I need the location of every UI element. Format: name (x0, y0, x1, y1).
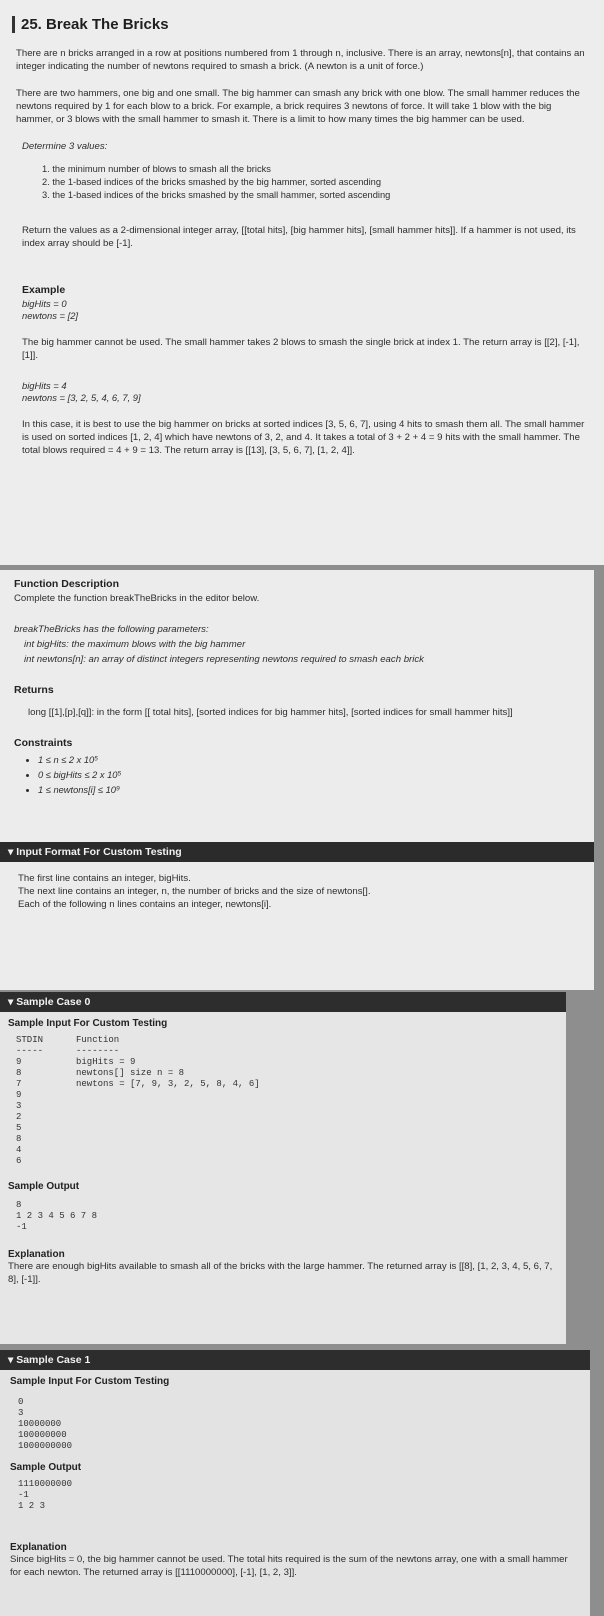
stdin-value: 2 (16, 1112, 22, 1122)
input-line: 100000000 (18, 1430, 67, 1440)
determine-list (30, 163, 586, 202)
sample0-output (8, 1200, 556, 1233)
table-row (8, 1112, 556, 1123)
table-row (8, 1079, 556, 1090)
sample0-input-heading: Sample Input For Custom Testing (8, 1018, 168, 1029)
output-line: 1 2 3 4 5 6 7 8 (16, 1211, 98, 1221)
function-header: Function (76, 1035, 120, 1045)
output-line: -1 (16, 1222, 27, 1232)
sample-case-1-toggle[interactable]: ▾ Sample Case 1 (0, 1350, 590, 1370)
table-row (8, 1068, 556, 1079)
param-bighits: int bigHits: the maximum blows with the big hammer (24, 639, 246, 650)
table-row (8, 1057, 556, 1068)
example2-newtons: newtons = [3, 2, 5, 4, 6, 7, 9] (22, 392, 141, 403)
constraints-heading: Constraints (14, 737, 73, 749)
function-value: bigHits = 9 (76, 1057, 136, 1067)
sample1-explanation-heading: Explanation (10, 1542, 67, 1553)
function-value (64, 1101, 556, 1112)
function-value (64, 1145, 556, 1156)
stdin-value: 4 (16, 1145, 22, 1155)
function-value (64, 1090, 556, 1101)
return-text: Return the values as a 2-dimensional integer array, [[total hits], [big hammer hits], [small hammer hits]]. If a hammer is not used, its index array should be [-1]. (22, 225, 576, 249)
stdin-value: 6 (16, 1156, 22, 1166)
list-item: • 1 ≤ newtons[i] ≤ 10⁹ (38, 783, 580, 798)
divider: -------- (76, 1046, 120, 1056)
stdin-value: 9 (16, 1057, 22, 1067)
function-description-line: Complete the function breakTheBricks in the editor below. (14, 593, 260, 604)
input-format-line: Each of the following n lines contains an integer, newtons[i]. (18, 899, 272, 910)
sample1-output (10, 1479, 580, 1512)
problem-intro: There are n bricks arranged in a row at positions numbered from 1 through n, inclusive. There is an array, newtons[n], that contains an integer indicating the number of newtons required to smash a brick. (A newton is a unit of force.) (16, 48, 585, 72)
list-item: 3. the 1-based indices of the bricks smashed by the small hammer, sorted ascending (42, 190, 391, 200)
stdin-header: STDIN (16, 1035, 44, 1045)
function-value: newtons = [7, 9, 3, 2, 5, 8, 4, 6] (76, 1079, 260, 1089)
table-row (8, 1134, 556, 1145)
sample1-explanation: Since bigHits = 0, the big hammer cannot be used. The total hits required is the sum of the newtons array, one with a small hammer for each newton. The returned array is [[1110000000], [-1], [1, 2, 3]]. (10, 1554, 568, 1578)
table-row (8, 1156, 556, 1167)
determine-label: Determine 3 values: (22, 141, 108, 152)
list-item: • 0 ≤ bigHits ≤ 2 x 10⁵ (38, 768, 580, 783)
function-value: newtons[] size n = 8 (76, 1068, 185, 1078)
sample0-output-heading: Sample Output (8, 1181, 80, 1192)
input-format-line: The next line contains an integer, n, the number of bricks and the size of newtons[]. (18, 886, 371, 897)
problem-title: 25. Break The Bricks (12, 16, 586, 33)
constraints-list (24, 753, 580, 798)
table-row (8, 1101, 556, 1112)
stdin-value: 5 (16, 1123, 22, 1133)
returns-text: long [[1],[p],[q]]: in the form [[ total hits], [sorted indices for big hammer hits], [sorted indices for small hammer hits]] (28, 707, 513, 718)
function-value (64, 1123, 556, 1134)
output-line: 1 2 3 (18, 1501, 46, 1511)
input-line: 0 (18, 1397, 24, 1407)
example2-text: In this case, it is best to use the big hammer on bricks at sorted indices [3, 5, 6, 7], using 4 hits to smash them all. The small hammer is used on sorted indices [1, 2, 4] which have newtons of 3, 2, and 4. It takes a total of 3 + 2 + 4 = 9 hits with the small hammer. The total blows required = 4 + 9 = 13. The return array is [[13], [3, 5, 6, 7], [1, 2, 4]]. (22, 419, 585, 456)
list-item: 2. the 1-based indices of the bricks smashed by the big hammer, sorted ascending (42, 177, 382, 187)
input-line: 10000000 (18, 1419, 62, 1429)
divider: ----- (16, 1046, 44, 1056)
sample1-input-heading: Sample Input For Custom Testing (10, 1376, 170, 1387)
list-item: 1. the minimum number of blows to smash all the bricks (42, 164, 271, 174)
input-line: 1000000000 (18, 1441, 73, 1451)
list-item: • 1 ≤ n ≤ 2 x 10⁵ (38, 753, 580, 768)
problem-section (0, 0, 604, 565)
function-value (64, 1134, 556, 1145)
stdin-value: 7 (16, 1079, 22, 1089)
stdin-value: 9 (16, 1090, 22, 1100)
input-format-toggle[interactable]: ▾ Input Format For Custom Testing (0, 842, 594, 862)
stdin-value: 8 (16, 1134, 22, 1144)
sample1-input (10, 1397, 580, 1452)
sample-case-0-toggle[interactable]: ▾ Sample Case 0 (0, 992, 566, 1012)
input-format-line: The first line contains an integer, bigHits. (18, 873, 191, 884)
sample0-explanation-heading: Explanation (8, 1249, 65, 1260)
output-line: -1 (18, 1490, 29, 1500)
sample0-explanation: There are enough bigHits available to smash all of the bricks with the large hammer. The returned array is [[8], [1, 2, 3, 4, 5, 6, 7, 8], [-1]]. (8, 1261, 553, 1285)
example1-newtons: newtons = [2] (22, 310, 79, 321)
function-description-heading: Function Description (14, 578, 119, 590)
sample1-output-heading: Sample Output (10, 1462, 82, 1473)
example1-text: The big hammer cannot be used. The small hammer takes 2 blows to smash the single brick at index 1. The return array is [[2], [-1], [1]]. (22, 337, 580, 361)
function-value (64, 1156, 556, 1167)
returns-heading: Returns (14, 684, 54, 696)
problem-hammers: There are two hammers, one big and one small. The big hammer can smash any brick with one blow. The small hammer reduces the newtons required by 1 for each blow to a brick. For example, a brick requires 3 newtons of force. It will take 1 blow with the big hammer, or 3 blows with the small hammer to smash it. There is a limit to how many times the big hammer can be used. (16, 88, 580, 125)
stdin-value: 3 (16, 1101, 22, 1111)
function-value (64, 1112, 556, 1123)
table-row (8, 1123, 556, 1134)
example-heading: Example (22, 284, 66, 296)
sample-case-0-section (0, 992, 566, 1344)
table-row (8, 1090, 556, 1101)
input-line: 3 (18, 1408, 24, 1418)
stdin-value: 8 (16, 1068, 22, 1078)
function-description-section (0, 570, 594, 990)
example1-bighits: bigHits = 0 (22, 298, 67, 309)
output-line: 8 (16, 1200, 22, 1210)
output-line: 1110000000 (18, 1479, 73, 1489)
params-intro: breakTheBricks has the following parameters: (14, 624, 209, 635)
table-row (8, 1145, 556, 1156)
example2-bighits: bigHits = 4 (22, 380, 67, 391)
sample0-input (8, 1035, 556, 1167)
param-newtons: int newtons[n]: an array of distinct integers representing newtons required to smash each brick (24, 654, 424, 665)
example-block (16, 284, 586, 457)
sample-case-1-section (0, 1350, 590, 1616)
